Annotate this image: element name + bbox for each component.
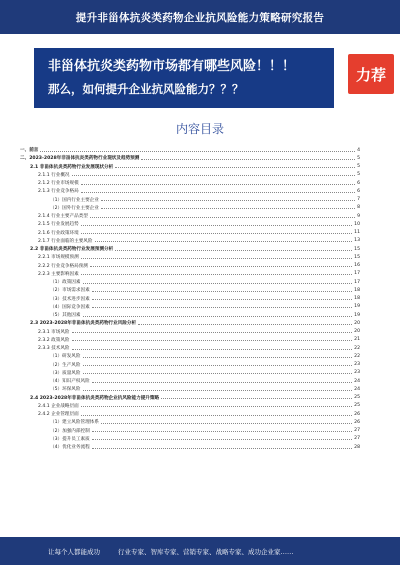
toc-entry-title: （2）生产风险	[50, 362, 81, 368]
toc-entry-title: 2.2.1 市场规模预测	[38, 255, 79, 261]
toc-entry[interactable]	[20, 237, 360, 245]
toc-entry[interactable]	[20, 369, 360, 377]
toc-entry[interactable]	[20, 179, 360, 187]
toc-page-number: 6	[357, 188, 360, 194]
toc-page-number: 11	[354, 230, 360, 236]
badge-label: 力荐	[355, 65, 386, 84]
toc-entry-title: 二、2023-2028年非甾体抗炎类药物行业现状及趋势预测	[20, 156, 140, 162]
toc-entry-title: （5）环保风险	[50, 387, 81, 393]
toc-entry-title: （3）提升员工素质	[50, 436, 90, 442]
toc-entry-title: 2.3.2 政策风险	[38, 337, 70, 343]
toc-entry-title: （5）其他因素	[50, 313, 81, 319]
toc-entry-title: 2.1.4 行业主要产品类型	[38, 214, 88, 220]
toc-entry-title: 2.1.1 行业概况	[38, 172, 70, 178]
toc-dot-leader	[92, 382, 352, 383]
toc-entry-title: 2.1.5 行业发展趋势	[38, 222, 79, 228]
banner-headline: 非甾体抗炎类药物市场都有哪些风险！！！	[48, 59, 296, 74]
toc-dot-leader	[72, 349, 353, 350]
toc-page-number: 27	[354, 428, 360, 434]
toc-dot-leader	[83, 365, 353, 366]
toc-entry[interactable]	[20, 154, 360, 162]
toc-entry[interactable]	[20, 286, 360, 294]
toc-page-number: 25	[354, 395, 360, 401]
toc-entry[interactable]	[20, 402, 360, 410]
toc-entry-title: 2.3.1 市场风险	[38, 329, 70, 335]
toc-entry[interactable]	[20, 352, 360, 360]
toc-dot-leader	[83, 316, 353, 317]
toc-entry-title: 2.2.3 主要影响因素	[38, 271, 79, 277]
toc-entry-title: 2.3.3 技术风险	[38, 346, 70, 352]
toc-entry[interactable]	[20, 295, 360, 303]
toc-dot-leader	[115, 250, 352, 251]
toc-dot-leader	[81, 258, 352, 259]
toc-page-number: 25	[354, 403, 360, 409]
toc-page-number: 10	[354, 221, 360, 227]
toc-page-number: 16	[354, 263, 360, 269]
toc-entry-title: 2.4 2023-2028年非甾体抗炎类药物企业抗风险能力提升策略	[30, 395, 160, 401]
toc-entry[interactable]	[20, 187, 360, 195]
toc-entry[interactable]	[20, 344, 360, 352]
toc-entry[interactable]	[20, 377, 360, 385]
toc-entry-title: （1）政策因素	[50, 280, 81, 286]
banner-subheadline: 那么，如何提升企业抗风险能力？？？	[48, 82, 244, 96]
toc-page-number: 13	[354, 238, 360, 244]
toc-entry[interactable]	[20, 163, 360, 171]
header-title: 提升非甾体抗炎类药物企业抗风险能力策略研究报告	[75, 11, 325, 24]
toc-page-number: 8	[357, 205, 360, 211]
footer-bar	[0, 537, 400, 565]
toc-dot-leader	[95, 241, 353, 242]
toc-dot-leader	[72, 340, 353, 341]
header-bar	[0, 0, 400, 34]
toc-entry[interactable]	[20, 253, 360, 261]
toc-page-number: 17	[354, 271, 360, 277]
toc-entry-title: 2.1.7 行业面临的主要风险	[38, 238, 93, 244]
toc-entry[interactable]	[20, 204, 360, 212]
toc-dot-leader	[72, 332, 353, 333]
footer-slogan: 让每个人都能成功	[48, 547, 100, 556]
toc-entry-title: （3）质量风险	[50, 370, 81, 376]
toc-page-number: 28	[354, 444, 360, 450]
toc-page-number: 26	[354, 411, 360, 417]
toc-entry[interactable]	[20, 196, 360, 204]
toc-page-number: 15	[354, 254, 360, 260]
toc-title: 内容目录	[175, 122, 224, 136]
toc-entry-title: 2.2.2 行业竞争格局预测	[38, 263, 88, 269]
toc-page-number: 17	[354, 279, 360, 285]
toc-entry-title: 2.1.6 行业政策环境	[38, 230, 79, 236]
toc-dot-leader	[92, 448, 352, 449]
toc-dot-leader	[81, 406, 352, 407]
toc-dot-leader	[101, 200, 355, 201]
toc-dot-leader	[81, 225, 352, 226]
toc-dot-leader	[81, 184, 355, 185]
toc-dot-leader	[81, 233, 352, 234]
toc-page-number: 20	[354, 320, 360, 326]
toc-entry[interactable]	[20, 278, 360, 286]
toc-dot-leader	[72, 175, 356, 176]
toc-entry-title: 2.2 非甾体抗炎类药物行业发展预测分析	[30, 247, 114, 253]
toc-entry-title: 2.4.1 企业战略层面	[38, 403, 79, 409]
toc-dot-leader	[92, 291, 352, 292]
toc-entry[interactable]	[20, 229, 360, 237]
toc-page-number: 23	[354, 362, 360, 368]
toc-entry-title: 一、前言	[20, 148, 39, 154]
toc-entry-title: 2.1.3 行业竞争格局	[38, 189, 79, 195]
toc-entry-title: 2.4.2 企业管理层面	[38, 412, 79, 418]
toc-page-number: 26	[354, 419, 360, 425]
toc-entry[interactable]	[20, 385, 360, 393]
toc-entry[interactable]	[20, 220, 360, 228]
toc-page-number: 5	[357, 155, 360, 161]
toc-entry-title: （1）建立风险管理体系	[50, 420, 99, 426]
toc-entry[interactable]	[20, 270, 360, 278]
toc-dot-leader	[90, 266, 352, 267]
toc-entry[interactable]	[20, 435, 360, 443]
toc-dot-leader	[83, 390, 353, 391]
toc-page-number: 19	[354, 304, 360, 310]
toc-page-number: 21	[354, 337, 360, 343]
toc-dot-leader	[92, 431, 352, 432]
toc-entry-title: （4）国际竞争因素	[50, 304, 90, 310]
toc-page-number: 27	[354, 436, 360, 442]
headline-banner	[34, 48, 334, 108]
toc-dot-leader	[138, 324, 352, 325]
toc-page-number: 23	[354, 370, 360, 376]
toc-dot-leader	[161, 398, 352, 399]
toc-entry[interactable]	[20, 443, 360, 451]
toc-entry-title: 2.1 非甾体抗炎类药物行业发展现状分析	[30, 164, 114, 170]
toc-entry-title: （4）知识产权风险	[50, 379, 90, 385]
toc-entry[interactable]	[20, 328, 360, 336]
toc-page-number: 6	[357, 180, 360, 186]
toc-dot-leader	[83, 373, 353, 374]
toc-entry-title: （2）市场需求因素	[50, 288, 90, 294]
footer-experts: 行业专家、智库专家、营销专家、战略专家、成功企业家……	[118, 547, 294, 556]
toc-dot-leader	[101, 423, 352, 424]
toc-entry-title: （3）技术进步因素	[50, 296, 90, 302]
toc-dot-leader	[83, 357, 353, 358]
recommend-badge	[348, 54, 394, 94]
table-of-contents	[20, 146, 360, 451]
toc-entry[interactable]	[20, 245, 360, 253]
toc-entry-title: （2）国外行业主要企业	[50, 205, 99, 211]
toc-page-number: 5	[357, 164, 360, 170]
toc-dot-leader	[92, 307, 352, 308]
toc-entry-title: 2.3 2023-2028年非甾体抗炎类药物行业风险分析	[30, 321, 137, 327]
toc-entry[interactable]	[20, 262, 360, 270]
toc-entry[interactable]	[20, 427, 360, 435]
toc-page-number: 9	[357, 213, 360, 219]
toc-dot-leader	[81, 274, 352, 275]
toc-entry[interactable]	[20, 212, 360, 220]
toc-dot-leader	[92, 299, 352, 300]
toc-dot-leader	[81, 192, 355, 193]
toc-page-number: 20	[354, 329, 360, 335]
toc-page-number: 22	[354, 353, 360, 359]
toc-page-number: 24	[354, 386, 360, 392]
toc-page-number: 18	[354, 287, 360, 293]
toc-entry[interactable]	[20, 361, 360, 369]
toc-page-number: 24	[354, 378, 360, 384]
toc-entry[interactable]	[20, 171, 360, 179]
toc-dot-leader	[90, 217, 355, 218]
toc-entry[interactable]	[20, 319, 360, 327]
toc-page-number: 4	[357, 147, 360, 153]
toc-page-number: 18	[354, 296, 360, 302]
toc-dot-leader	[92, 439, 352, 440]
toc-page-number: 22	[354, 345, 360, 351]
toc-entry-title: 2.1.2 行业市场规模	[38, 181, 79, 187]
toc-entry[interactable]	[20, 303, 360, 311]
toc-entry[interactable]	[20, 418, 360, 426]
toc-dot-leader	[101, 208, 355, 209]
toc-dot-leader	[40, 151, 355, 152]
toc-dot-leader	[115, 167, 355, 168]
toc-dot-leader	[81, 415, 352, 416]
toc-page-number: 15	[354, 246, 360, 252]
toc-page-number: 19	[354, 312, 360, 318]
toc-page-number: 5	[357, 172, 360, 178]
toc-dot-leader	[83, 283, 353, 284]
toc-page-number: 7	[357, 197, 360, 203]
toc-entry-title: （1）国内行业主要企业	[50, 197, 99, 203]
toc-entry[interactable]	[20, 336, 360, 344]
toc-entry[interactable]	[20, 394, 360, 402]
toc-entry-title: （2）加强内部控制	[50, 428, 90, 434]
toc-entry[interactable]	[20, 311, 360, 319]
toc-entry-title: （1）研发风险	[50, 354, 81, 360]
toc-entry[interactable]	[20, 410, 360, 418]
toc-entry-title: （4）优化业务流程	[50, 445, 90, 451]
toc-entry[interactable]	[20, 146, 360, 154]
toc-dot-leader	[141, 159, 355, 160]
